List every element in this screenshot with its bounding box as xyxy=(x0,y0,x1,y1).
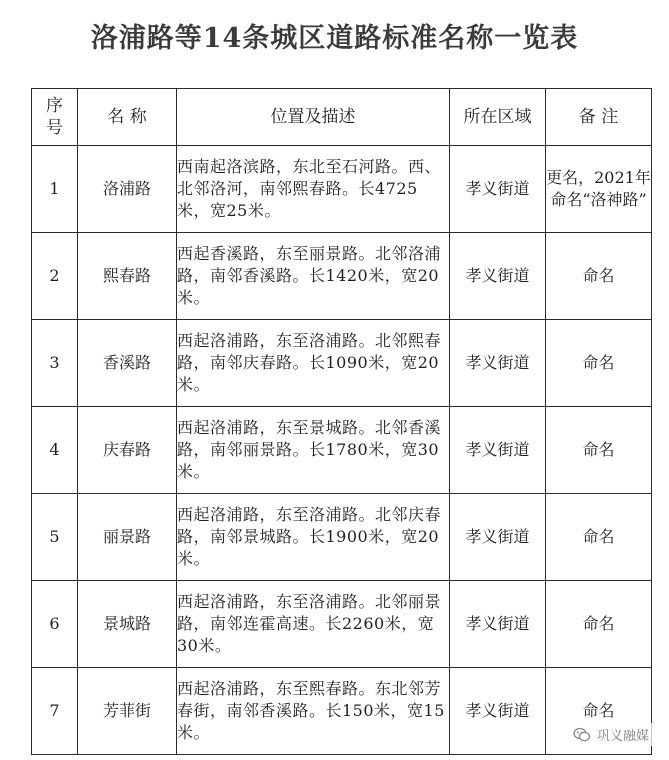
cell-district: 孝义街道 xyxy=(450,494,546,581)
cell-district: 孝义街道 xyxy=(450,146,546,233)
cell-note: 更名，2021年命名“洛神路” xyxy=(546,146,652,233)
cell-no: 2 xyxy=(32,233,78,320)
table-header-row xyxy=(32,89,652,146)
table-row xyxy=(32,581,652,668)
table-row xyxy=(32,233,652,320)
cell-district: 孝义街道 xyxy=(450,320,546,407)
wechat-icon xyxy=(573,726,591,744)
cell-note: 命名 xyxy=(546,407,652,494)
page-title: 洛浦路等14条城区道路标准名称一览表 xyxy=(90,23,579,54)
cell-name: 丽景路 xyxy=(78,494,177,581)
cell-desc: 西起洛浦路，东至洛浦路。北邻丽景路，南邻连霍高速。长2260米，宽30米。 xyxy=(177,581,450,668)
header-note: 备 注 xyxy=(546,89,652,146)
cell-desc: 西起洛浦路，东至景城路。北邻香溪路，南邻丽景路。长1780米，宽30米。 xyxy=(177,407,450,494)
cell-no: 3 xyxy=(32,320,78,407)
watermark-text: 巩义融媒 xyxy=(596,729,649,744)
cell-name: 熙春路 xyxy=(78,233,177,320)
cell-name: 庆春路 xyxy=(78,407,177,494)
cell-note: 命名 xyxy=(546,581,652,668)
table-row xyxy=(32,407,652,494)
cell-desc: 西起洛浦路，东至熙春路。东北邻芳春街，南邻香溪路。长150米，宽15米。 xyxy=(177,668,450,755)
cell-district: 孝义街道 xyxy=(450,581,546,668)
cell-desc: 西起洛浦路，东至洛浦路。北邻庆春路，南邻景城路。长1900米，宽20米。 xyxy=(177,494,450,581)
cell-no: 1 xyxy=(32,146,78,233)
cell-district: 孝义街道 xyxy=(450,407,546,494)
watermark xyxy=(569,723,653,746)
cell-district: 孝义街道 xyxy=(450,233,546,320)
cell-name: 芳菲街 xyxy=(78,668,177,755)
cell-note: 命名 xyxy=(546,233,652,320)
cell-name: 洛浦路 xyxy=(78,146,177,233)
cell-desc: 西起香溪路，东至丽景路。北邻洛浦路，南邻香溪路。长1420米，宽20米。 xyxy=(177,233,450,320)
cell-note: 命名 xyxy=(546,494,652,581)
table-row xyxy=(32,494,652,581)
table-row xyxy=(32,668,652,755)
header-district: 所在区域 xyxy=(450,89,546,146)
cell-district: 孝义街道 xyxy=(450,668,546,755)
cell-name: 景城路 xyxy=(78,581,177,668)
road-names-table xyxy=(31,88,652,755)
table-row xyxy=(32,146,652,233)
cell-note: 命名 xyxy=(546,668,652,755)
cell-no: 5 xyxy=(32,494,78,581)
cell-no: 4 xyxy=(32,407,78,494)
header-name: 名 称 xyxy=(78,89,177,146)
cell-note: 命名 xyxy=(546,320,652,407)
cell-no: 6 xyxy=(32,581,78,668)
cell-desc: 西南起洛滨路，东北至石河路。西、北邻洛河，南邻熙春路。长4725米，宽25米。 xyxy=(177,146,450,233)
cell-name: 香溪路 xyxy=(78,320,177,407)
header-desc: 位置及描述 xyxy=(177,89,450,146)
cell-no: 7 xyxy=(32,668,78,755)
cell-desc: 西起洛浦路，东至洛浦路。北邻熙春路，南邻庆春路。长1090米，宽20米。 xyxy=(177,320,450,407)
table-row xyxy=(32,320,652,407)
header-no: 序号 xyxy=(32,89,78,146)
